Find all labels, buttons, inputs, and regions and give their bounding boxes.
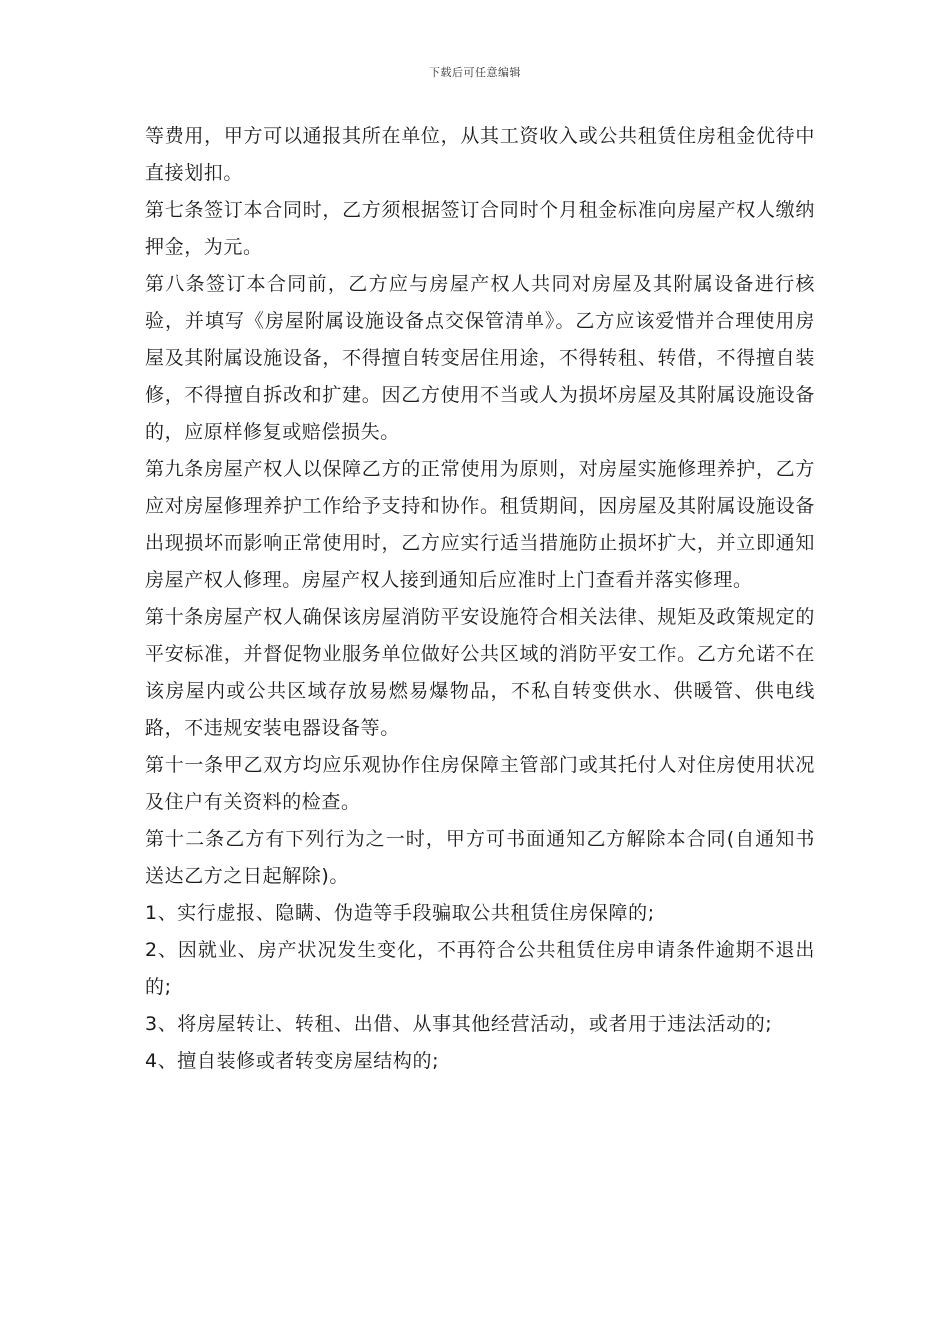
paragraph-article-9: 第九条房屋产权人以保障乙方的正常使用为原则，对房屋实施修理养护，乙方应对房屋修理养护工作给予支持和协作。租赁期间，因房屋及其附属设施设备出现损坏而影响正常使用时，乙方应实行适当措施防止损坏扩大，并立即通知房屋产权人修理。房屋产权人接到通知后应准时上门查看并落实修理。 — [145, 458, 815, 591]
list-item-1: 1、实行虚报、隐瞒、伪造等手段骗取公共租赁住房保障的; — [145, 902, 655, 924]
paragraph-continuation: 等费用，甲方可以通报其所在单位，从其工资收入或公共租赁住房租金优待中直接划扣。 — [145, 125, 815, 184]
list-item-3: 3、将房屋转让、转租、出借、从事其他经营活动，或者用于违法活动的; — [145, 1013, 773, 1035]
list-item-4: 4、擅自装修或者转变房屋结构的; — [145, 1050, 440, 1072]
paragraph-article-11: 第十一条甲乙双方均应乐观协作住房保障主管部门或其托付人对住房使用状况及住户有关资料的检查。 — [145, 754, 815, 813]
paragraph-article-8: 第八条签订本合同前，乙方应与房屋产权人共同对房屋及其附属设备进行核验，并填写《房屋附属设施设备点交保管清单》。乙方应该爱惜并合理使用房屋及其附属设施设备，不得擅自转变居住用途，不得转租、转借，不得擅自装修，不得擅自拆改和扩建。因乙方使用不当或人为损坏房屋及其附属设施设备的，应原样修复或赔偿损失。 — [145, 273, 815, 443]
page-header: 下载后可任意编辑 — [429, 66, 521, 79]
document-body — [145, 118, 815, 1080]
paragraph-article-10: 第十条房屋产权人确保该房屋消防平安设施符合相关法律、规矩及政策规定的平安标准，并督促物业服务单位做好公共区域的消防平安工作。乙方允诺不在该房屋内或公共区域存放易燃易爆物品，不私自转变供水、供暖管、供电线路，不违规安装电器设备等。 — [145, 606, 815, 739]
paragraph-article-7: 第七条签订本合同时，乙方须根据签订合同时个月租金标准向房屋产权人缴纳押金，为元。 — [145, 199, 815, 258]
list-item-2: 2、因就业、房产状况发生变化，不再符合公共租赁住房申请条件逾期不退出的; — [145, 939, 815, 998]
paragraph-article-12: 第十二条乙方有下列行为之一时，甲方可书面通知乙方解除本合同(自通知书送达乙方之日起解除)。 — [145, 828, 815, 887]
